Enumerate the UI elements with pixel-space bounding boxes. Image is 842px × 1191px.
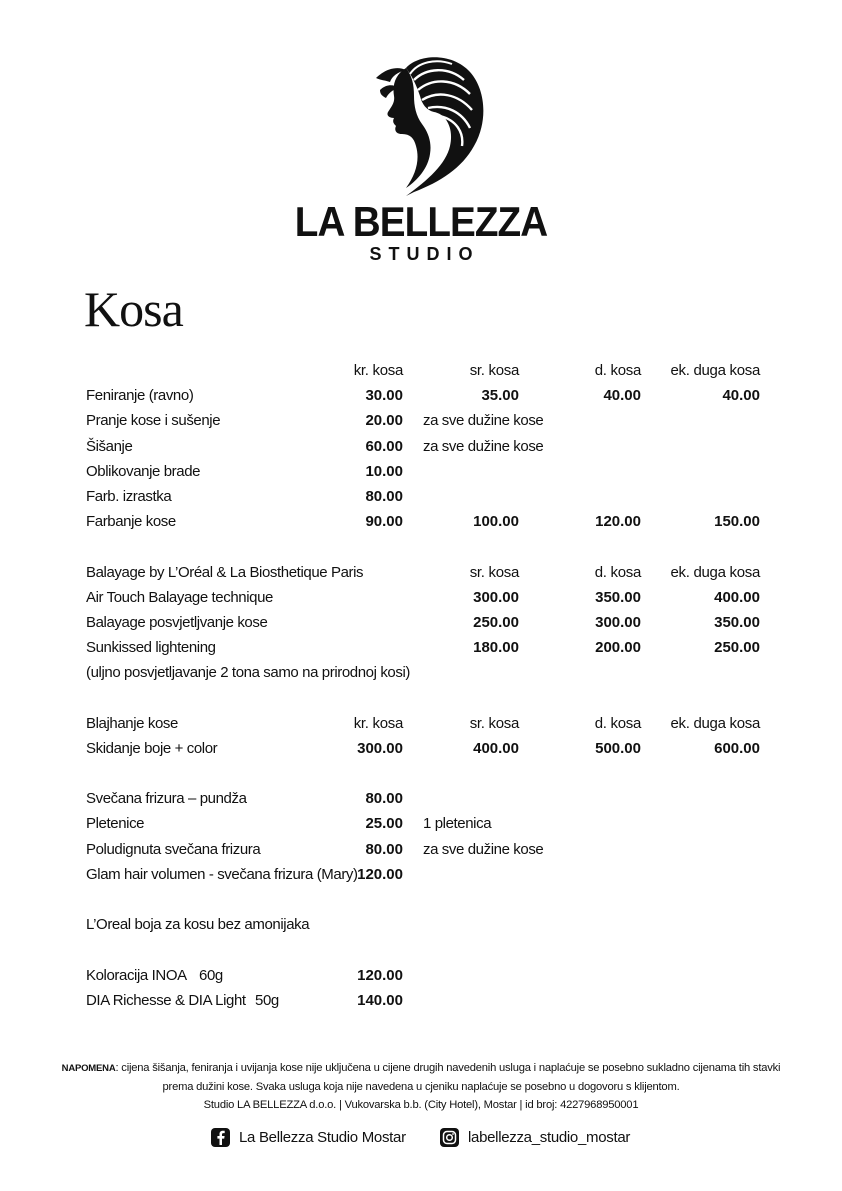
footnote-row — [86, 660, 766, 685]
service-name: DIA Richesse & DIA Light — [86, 991, 246, 1009]
facebook-link[interactable] — [211, 1128, 406, 1147]
column-header: d. kosa — [594, 563, 641, 581]
service-name: Balayage posvjetljvanje kose — [86, 613, 268, 631]
price-value: 80.00 — [365, 840, 403, 858]
price-value: 180.00 — [473, 639, 519, 657]
woman-profile-hair-icon — [356, 50, 486, 198]
price-row — [86, 786, 766, 811]
product-size: 50g — [255, 991, 279, 1009]
company-info: Studio LA BELLEZZA d.o.o. | Vukovarska b.b. (City Hotel), Mostar | id broj: 4227968950001 — [203, 1099, 639, 1111]
brand-subtitle: STUDIO — [369, 244, 480, 264]
instagram-label: labellezza_studio_mostar — [468, 1129, 631, 1146]
product-size: 60g — [199, 966, 223, 984]
price-value: 120.00 — [357, 865, 403, 883]
price-value: 200.00 — [595, 639, 641, 657]
price-note: za sve dužine kose — [423, 437, 544, 455]
price-row — [86, 988, 766, 1013]
price-value: 250.00 — [473, 613, 519, 631]
brand-name: LA BELLEZZA — [294, 198, 548, 245]
price-table — [86, 358, 766, 1013]
service-name: Farbanje kose — [86, 513, 176, 531]
price-value: 140.00 — [357, 991, 403, 1009]
price-value: 40.00 — [722, 387, 760, 405]
section-footnote: (uljno posvjetljavanje 2 tona samo na prirodnoj kosi) — [86, 664, 410, 682]
price-value: 10.00 — [365, 462, 403, 480]
service-name: Feniranje (ravno) — [86, 387, 194, 405]
price-value: 80.00 — [365, 487, 403, 505]
section-header-row — [86, 560, 766, 585]
section-heading: Balayage by L’Oréal & La Biosthetique Paris — [86, 563, 364, 581]
social-links — [0, 1128, 842, 1152]
service-name: Pletenice — [86, 815, 145, 833]
service-name: Air Touch Balayage technique — [86, 588, 273, 606]
service-name: Svečana frizura – pundža — [86, 790, 247, 808]
note-label: NAPOMENA — [61, 1063, 116, 1074]
service-name: Sunkissed lightening — [86, 639, 216, 657]
price-row — [86, 862, 766, 887]
price-value: 300.00 — [473, 588, 519, 606]
column-header: kr. kosa — [353, 714, 403, 732]
price-row — [86, 610, 766, 635]
service-name: Farb. izrastka — [86, 487, 172, 505]
footer-note — [60, 1059, 782, 1114]
service-name: Koloracija INOA — [86, 966, 187, 984]
price-value: 30.00 — [365, 387, 403, 405]
column-header: ek. duga kosa — [670, 362, 760, 379]
price-value: 20.00 — [365, 412, 403, 430]
column-header: sr. kosa — [469, 714, 519, 732]
price-note: za sve dužine kose — [423, 840, 544, 858]
price-row — [86, 585, 766, 610]
price-value: 400.00 — [473, 739, 519, 757]
column-header: ek. duga kosa — [670, 714, 760, 732]
price-note: 1 pletenica — [423, 815, 492, 833]
price-row — [86, 837, 766, 862]
price-value: 40.00 — [603, 387, 641, 405]
column-header: d. kosa — [594, 362, 641, 379]
service-name: Glam hair volumen - svečana frizura (Mary) — [86, 865, 358, 883]
page-title: Kosa — [84, 281, 183, 337]
price-value: 90.00 — [365, 513, 403, 531]
note-text: : cijena šišanja, feniranja i uvijanja kose nije uključena u cijene drugih navedenih usluga i naplaćuje se posebno sukladno cijenama tih stavki prema dužini kose. Svaka usluga koja nije navedena u cjeniku naplaćuje se posebno u dogovoru s klijentom. — [115, 1062, 781, 1093]
section-header-row — [86, 711, 766, 736]
price-value: 500.00 — [595, 739, 641, 757]
section-heading: Blajhanje kose — [86, 714, 178, 732]
price-value: 100.00 — [473, 513, 519, 531]
column-header: d. kosa — [594, 714, 641, 732]
price-value: 300.00 — [357, 739, 403, 757]
section-heading: L’Oreal boja za kosu bez amonijaka — [86, 916, 310, 934]
price-row — [86, 383, 766, 408]
price-row — [86, 811, 766, 836]
price-row — [86, 509, 766, 534]
price-row — [86, 484, 766, 509]
price-value: 120.00 — [357, 966, 403, 984]
price-value: 350.00 — [714, 613, 760, 631]
column-header: ek. duga kosa — [670, 563, 760, 581]
column-header: sr. kosa — [469, 362, 519, 379]
price-note: za sve dužine kose — [423, 412, 544, 430]
column-header: sr. kosa — [469, 563, 519, 581]
price-row — [86, 963, 766, 988]
price-value: 600.00 — [714, 739, 760, 757]
service-name: Skidanje boje + color — [86, 739, 218, 757]
column-header-row — [86, 358, 766, 383]
price-value: 25.00 — [365, 815, 403, 833]
facebook-label: La Bellezza Studio Mostar — [239, 1129, 406, 1146]
column-header: kr. kosa — [353, 362, 403, 379]
facebook-icon — [211, 1128, 230, 1147]
price-value: 250.00 — [714, 639, 760, 657]
price-value: 300.00 — [595, 613, 641, 631]
service-name: Oblikovanje brade — [86, 462, 201, 480]
disclaimer — [60, 1059, 782, 1096]
instagram-link[interactable] — [440, 1128, 630, 1147]
price-row — [86, 459, 766, 484]
price-value: 60.00 — [365, 437, 403, 455]
price-row — [86, 434, 766, 459]
price-row — [86, 408, 766, 433]
price-value: 400.00 — [714, 588, 760, 606]
service-name: Pranje kose i sušenje — [86, 412, 221, 430]
price-value: 80.00 — [365, 790, 403, 808]
price-value: 350.00 — [595, 588, 641, 606]
brand-logo — [0, 50, 842, 264]
price-value: 120.00 — [595, 513, 641, 531]
price-value: 35.00 — [481, 387, 519, 405]
service-name: Šišanje — [86, 437, 133, 455]
service-name: Poludignuta svečana frizura — [86, 840, 261, 858]
price-value: 150.00 — [714, 513, 760, 531]
price-row — [86, 635, 766, 660]
price-row — [86, 736, 766, 761]
instagram-icon — [440, 1128, 459, 1147]
section-header-row — [86, 912, 766, 937]
